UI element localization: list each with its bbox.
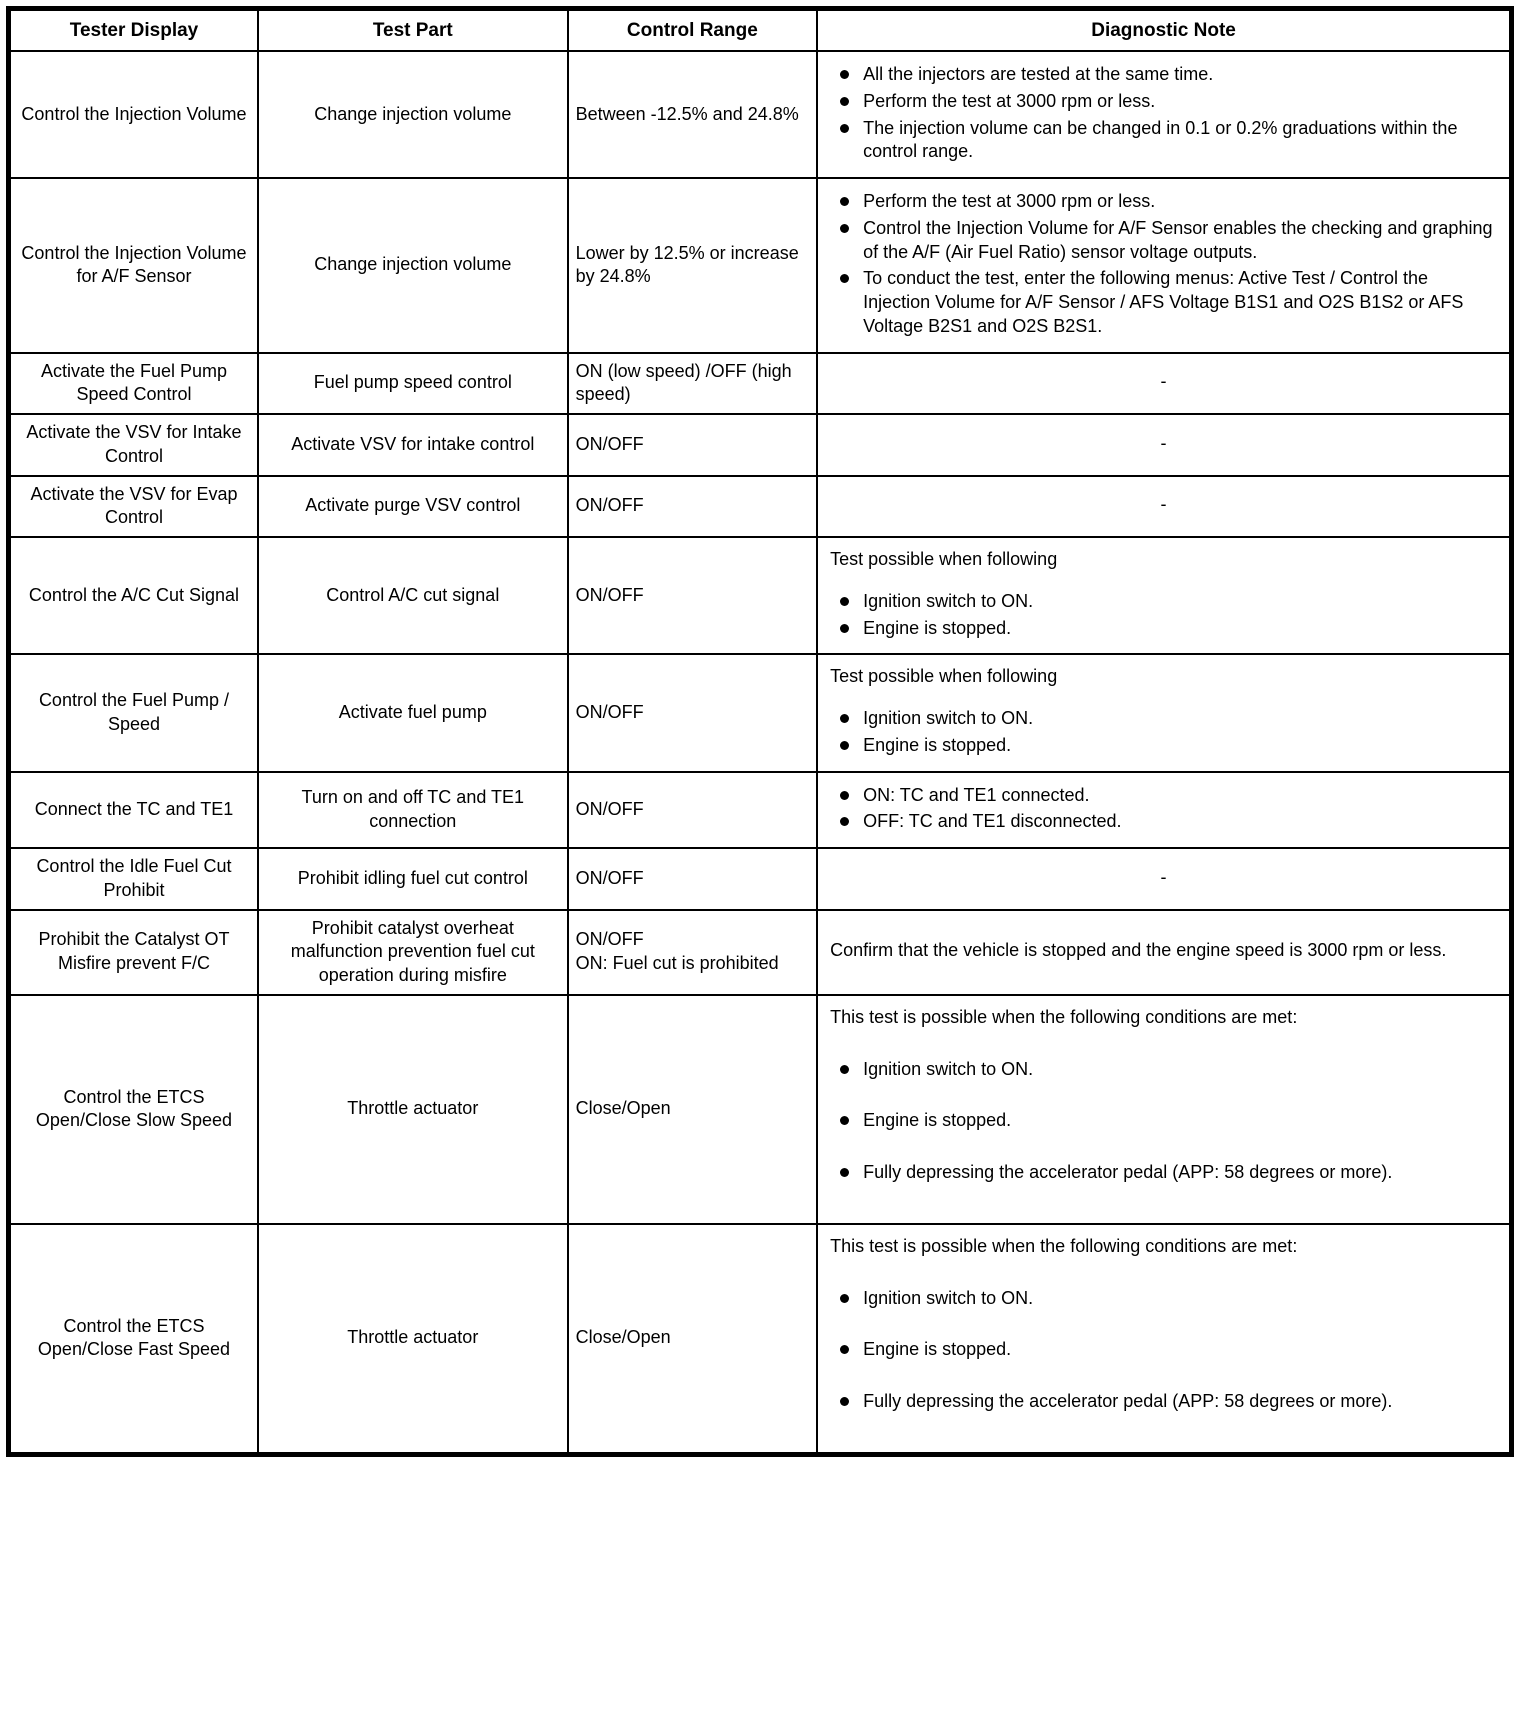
tester-display-cell: Control the Fuel Pump / Speed: [9, 654, 258, 771]
test-part-cell: Change injection volume: [258, 51, 568, 178]
note-bullet-item: Perform the test at 3000 rpm or less.: [830, 190, 1497, 214]
control-range-line: ON/OFF: [575, 584, 644, 605]
table-row: [9, 178, 1512, 353]
diagnostic-note-cell: [817, 910, 1511, 995]
table-row: [9, 995, 1512, 1224]
tester-display-cell: Control the Injection Volume: [9, 51, 258, 178]
table-row: [9, 1224, 1512, 1455]
control-range-line: ON/OFF: [575, 929, 644, 950]
note-bullet-item: Engine is stopped.: [830, 617, 1497, 641]
note-bullet-item: Ignition switch to ON.: [830, 1287, 1497, 1311]
control-range-line: ON/OFF: [575, 433, 644, 454]
tester-display-cell: Activate the VSV for Intake Control: [9, 414, 258, 476]
tester-display-cell: Activate the Fuel Pump Speed Control: [9, 353, 258, 415]
test-part-cell: Fuel pump speed control: [258, 353, 568, 415]
test-part-cell: Throttle actuator: [258, 995, 568, 1224]
control-range-cell: [568, 476, 817, 538]
note-bullet-item: Engine is stopped.: [830, 1338, 1497, 1362]
control-range-line: ON/OFF: [575, 495, 644, 516]
tester-display-cell: Prohibit the Catalyst OT Misfire prevent F/C: [9, 910, 258, 995]
note-bullet-item: Ignition switch to ON.: [830, 1058, 1497, 1082]
note-bullet-item: ON: TC and TE1 connected.: [830, 784, 1497, 808]
table-row: [9, 772, 1512, 849]
header-cell-test-part: Test Part: [258, 9, 568, 52]
test-part-cell: Activate fuel pump: [258, 654, 568, 771]
control-range-cell: [568, 353, 817, 415]
control-range-cell: [568, 995, 817, 1224]
table-row: [9, 910, 1512, 995]
control-range-line: Lower by 12.5% or increase by 24.8%: [575, 242, 799, 287]
tester-display-cell: Control the Injection Volume for A/F Sensor: [9, 178, 258, 353]
test-part-cell: Activate VSV for intake control: [258, 414, 568, 476]
test-part-cell: Activate purge VSV control: [258, 476, 568, 538]
tester-display-cell: Control the Idle Fuel Cut Prohibit: [9, 848, 258, 910]
diagnostic-note-cell: [817, 772, 1511, 849]
control-range-cell: [568, 178, 817, 353]
diagnostic-note-cell: [817, 995, 1511, 1224]
table-row: [9, 537, 1512, 654]
header-cell-control-range: Control Range: [568, 9, 817, 52]
note-intro: This test is possible when the following conditions are met:: [830, 1006, 1298, 1027]
table-row: [9, 654, 1512, 771]
test-part-cell: Throttle actuator: [258, 1224, 568, 1455]
note-dash: -: [1160, 432, 1167, 453]
test-part-cell: Turn on and off TC and TE1 connection: [258, 772, 568, 849]
control-range-line: Between -12.5% and 24.8%: [575, 103, 799, 124]
note-intro: Test possible when following: [830, 666, 1058, 687]
table-body: [9, 51, 1512, 1454]
test-part-cell: Change injection volume: [258, 178, 568, 353]
note-bullet-item: Control the Injection Volume for A/F Sensor enables the checking and graphing of the A/F (Air Fuel Ratio) sensor voltage outputs.: [830, 217, 1497, 265]
control-range-line: ON (low speed) /OFF (high speed): [575, 360, 792, 405]
tester-display-cell: Control the A/C Cut Signal: [9, 537, 258, 654]
note-bullet-list: [830, 1287, 1497, 1414]
note-text: Confirm that the vehicle is stopped and the engine speed is 3000 rpm or less.: [830, 940, 1447, 961]
diagnostic-note-cell: [817, 414, 1511, 476]
table-row: [9, 51, 1512, 178]
control-range-cell: [568, 537, 817, 654]
table-row: [9, 848, 1512, 910]
table-row: [9, 476, 1512, 538]
tester-display-cell: Control the ETCS Open/Close Fast Speed: [9, 1224, 258, 1455]
diagnostic-note-cell: [817, 353, 1511, 415]
control-range-line: ON/OFF: [575, 798, 644, 819]
control-range-line: ON: Fuel cut is prohibited: [575, 953, 779, 974]
diagnostic-note-cell: [817, 848, 1511, 910]
note-bullet-item: OFF: TC and TE1 disconnected.: [830, 810, 1497, 834]
note-bullet-list: [830, 590, 1497, 641]
control-range-line: ON/OFF: [575, 702, 644, 723]
control-range-cell: [568, 848, 817, 910]
table-header-row: [9, 9, 1512, 52]
note-bullet-list: [830, 784, 1497, 835]
test-part-cell: Prohibit idling fuel cut control: [258, 848, 568, 910]
note-bullet-item: Ignition switch to ON.: [830, 707, 1497, 731]
tester-display-cell: Activate the VSV for Evap Control: [9, 476, 258, 538]
control-range-cell: [568, 1224, 817, 1455]
control-range-cell: [568, 51, 817, 178]
note-bullet-list: [830, 190, 1497, 339]
diagnostic-note-cell: [817, 476, 1511, 538]
test-part-cell: Prohibit catalyst overheat malfunction prevention fuel cut operation during misfire: [258, 910, 568, 995]
note-bullet-item: Fully depressing the accelerator pedal (APP: 58 degrees or more).: [830, 1390, 1497, 1414]
diagnostic-note-cell: [817, 1224, 1511, 1455]
control-range-line: Close/Open: [575, 1327, 671, 1348]
diagnostic-note-cell: [817, 178, 1511, 353]
test-part-cell: Control A/C cut signal: [258, 537, 568, 654]
note-bullet-item: Engine is stopped.: [830, 734, 1497, 758]
header-cell-diagnostic-note: Diagnostic Note: [817, 9, 1511, 52]
note-dash: -: [1160, 866, 1167, 887]
note-bullet-list: [830, 1058, 1497, 1185]
note-bullet-list: [830, 63, 1497, 164]
note-dash: -: [1160, 494, 1167, 515]
control-range-line: Close/Open: [575, 1098, 671, 1119]
note-bullet-item: All the injectors are tested at the same time.: [830, 63, 1497, 87]
active-test-table: [6, 6, 1514, 1457]
note-dash: -: [1160, 371, 1167, 392]
control-range-cell: [568, 910, 817, 995]
header-cell-tester-display: Tester Display: [9, 9, 258, 52]
note-bullet-item: Perform the test at 3000 rpm or less.: [830, 90, 1497, 114]
table-row: [9, 414, 1512, 476]
note-bullet-item: The injection volume can be changed in 0.1 or 0.2% graduations within the control range.: [830, 117, 1497, 165]
control-range-cell: [568, 654, 817, 771]
table-row: [9, 353, 1512, 415]
note-intro: This test is possible when the following conditions are met:: [830, 1235, 1298, 1256]
tester-display-cell: Control the ETCS Open/Close Slow Speed: [9, 995, 258, 1224]
control-range-line: ON/OFF: [575, 867, 644, 888]
note-bullet-item: Fully depressing the accelerator pedal (APP: 58 degrees or more).: [830, 1161, 1497, 1185]
tester-display-cell: Connect the TC and TE1: [9, 772, 258, 849]
control-range-cell: [568, 414, 817, 476]
control-range-cell: [568, 772, 817, 849]
note-bullet-item: Ignition switch to ON.: [830, 590, 1497, 614]
diagnostic-note-cell: [817, 537, 1511, 654]
note-bullet-item: To conduct the test, enter the following menus: Active Test / Control the Injection Volume for A/F Sensor / AFS Voltage B1S1 and O2S B1S2 or AFS Voltage B2S1 and O2S B2S1.: [830, 267, 1497, 338]
note-bullet-list: [830, 707, 1497, 758]
diagnostic-note-cell: [817, 654, 1511, 771]
note-intro: Test possible when following: [830, 549, 1058, 570]
diagnostic-note-cell: [817, 51, 1511, 178]
note-bullet-item: Engine is stopped.: [830, 1109, 1497, 1133]
